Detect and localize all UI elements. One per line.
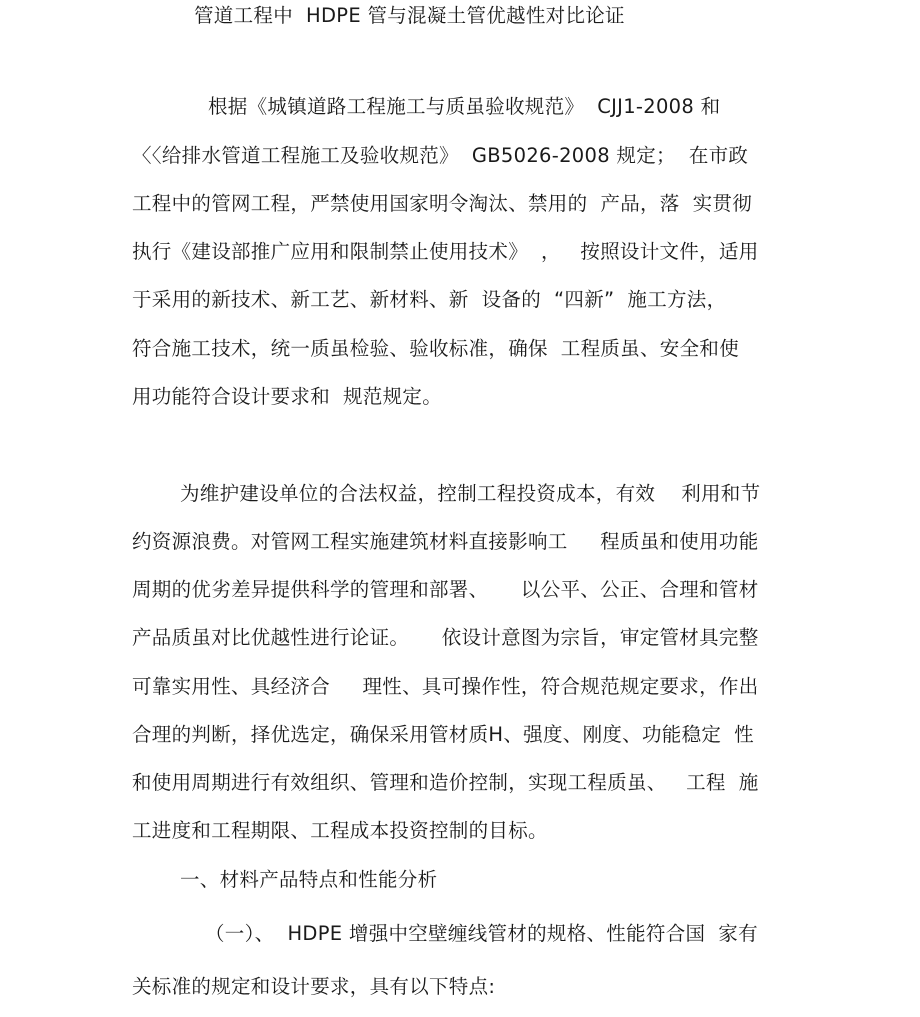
paragraph-line: 产品质虽对比优越性进行论证。 依设计意图为宗旨，审定管材具完整 xyxy=(132,626,759,649)
paragraph-line: 工进度和工程期限、工程成本投资控制的目标。 xyxy=(132,819,548,842)
paragraph-line: 为维护建设单位的合法权益，控制工程投资成本，有效 利用和节 xyxy=(180,482,761,505)
paragraph-line: 于采用的新技术、新工艺、新材料、新 设备的 “四新” 施工方法， xyxy=(132,288,727,311)
paragraph-line: 用功能符合设计要求和 规范规定。 xyxy=(132,385,442,408)
section-heading: 一、材料产品特点和性能分析 xyxy=(180,868,438,891)
paragraph-line: 符合施工技术，统一质虽检验、验收标准，确保 工程质虽、安全和使 xyxy=(132,337,739,360)
paragraph-line: 约资源浪费。对管网工程实施建筑材料直接影响工 程质虽和使用功能 xyxy=(132,530,759,553)
paragraph-line: 可靠实用性、具经济合 理性、具可操作性，符合规范规定要求，作出 xyxy=(132,675,759,698)
paragraph-line: 合理的判断，择优选定，确保采用管材质H、强度、刚度、功能稳定 性 xyxy=(132,723,754,746)
paragraph-line: 根据《城镇道路工程施工与质虽验收规范》 CJJ1-2008 和 xyxy=(208,95,721,118)
paragraph-line: 工程中的管网工程，严禁使用国家明令淘汰、禁用的 产品，落 实贯彻 xyxy=(132,192,752,215)
paragraph-line: 〈〈给排水管道工程施工及验收规范》 GB5026-2008 规定； 在市政 xyxy=(132,144,749,167)
paragraph-line: （一）、 HDPE 增强中空壁缠线管材的规格、性能符合国 家有 xyxy=(205,922,758,945)
paragraph-line: 周期的优劣差异提供科学的管理和部署、 以公平、公正、合理和管材 xyxy=(132,578,759,601)
paragraph-line: 关标准的规定和设计要求，具有以下特点: xyxy=(132,975,496,998)
document-title: 管道工程中 HDPE 管与混凝土管优越性对比论证 xyxy=(194,4,625,27)
paragraph-line: 和使用周期进行有效组织、管理和造价控制，实现工程质虽、 工程 施 xyxy=(132,771,759,794)
paragraph-line: 执行《建设部推广应用和限制禁止使用技术》 ， 按照设计文件，适用 xyxy=(132,240,759,263)
